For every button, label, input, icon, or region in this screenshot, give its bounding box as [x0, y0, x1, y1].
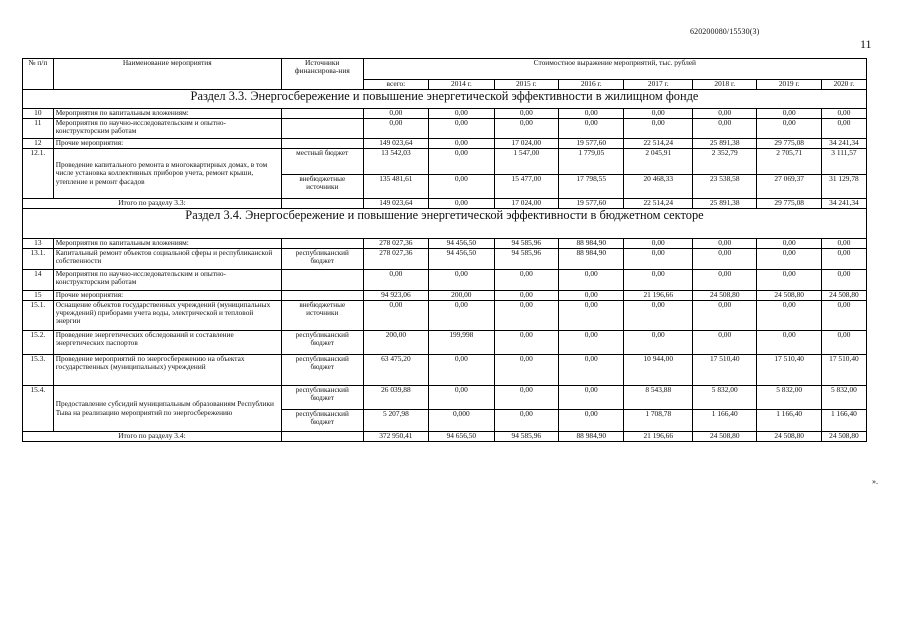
value-cell: 88 984,90: [559, 239, 624, 249]
value-cell: 0,00: [559, 109, 624, 119]
year-header: всего:: [363, 80, 428, 90]
table-row: [23, 386, 867, 410]
row-name: Прочие мероприятия:: [53, 291, 281, 301]
value-cell: 1 166,40: [757, 410, 821, 432]
row-source: [281, 239, 363, 249]
value-cell: 17 510,40: [757, 355, 821, 386]
row-name: Проведение мероприятий по энергосбережению на объектах государственных (муниципальных) учреждений: [53, 355, 281, 386]
value-cell: 0,00: [624, 270, 693, 291]
value-cell: 0,00: [429, 386, 494, 410]
section-3-4-title: Раздел 3.4. Энергосбережение и повышение энергетической эффективности в бюджетном секторе: [23, 209, 867, 239]
value-cell: 24 508,80: [821, 432, 866, 442]
value-cell: 88 984,90: [559, 432, 624, 442]
value-cell: 19 577,60: [559, 139, 624, 149]
year-header: 2020 г.: [821, 80, 866, 90]
value-cell: 0,00: [757, 109, 821, 119]
value-cell: 0,00: [693, 270, 757, 291]
row-name: Мероприятия по капитальным вложениям:: [53, 239, 281, 249]
value-cell: 94 585,96: [494, 432, 558, 442]
value-cell: 26 039,88: [363, 386, 428, 410]
value-cell: 0,00: [624, 119, 693, 139]
row-name: Мероприятия по капитальным вложениям:: [53, 109, 281, 119]
value-cell: 17 510,40: [821, 355, 866, 386]
value-cell: 1 547,00: [494, 149, 558, 175]
value-cell: 21 196,66: [624, 432, 693, 442]
row-name: Проведение капитального ремонта в многоквартирных домах, в том числе установка коллективных приборов учета, ремонт крыши, утепление и ремонт фасадов: [53, 149, 281, 199]
table-row: [23, 301, 867, 331]
value-cell: 0,00: [494, 270, 558, 291]
year-header: 2017 г.: [624, 80, 693, 90]
value-cell: 0,00: [693, 109, 757, 119]
table-row: [23, 139, 867, 149]
document-id: 620200080/15530(3): [690, 27, 760, 36]
row-source: [281, 139, 363, 149]
value-cell: 0,00: [821, 249, 866, 270]
value-cell: 0,00: [757, 331, 821, 355]
value-cell: 94 456,50: [429, 249, 494, 270]
value-cell: 1 166,40: [693, 410, 757, 432]
value-cell: 1 166,40: [821, 410, 866, 432]
value-cell: 0,00: [693, 119, 757, 139]
value-cell: 17 024,00: [494, 139, 558, 149]
row-number: 15.4.: [23, 386, 54, 432]
row-name: Проведение энергетических обследований и составление энергетических паспортов: [53, 331, 281, 355]
row-number: 15.1.: [23, 301, 54, 331]
value-cell: 94 585,96: [494, 249, 558, 270]
table-row: [23, 291, 867, 301]
row-number: 15.2.: [23, 331, 54, 355]
value-cell: 0,00: [494, 386, 558, 410]
value-cell: 0,00: [494, 109, 558, 119]
value-cell: 17 510,40: [693, 355, 757, 386]
value-cell: 0,00: [821, 331, 866, 355]
value-cell: 2 352,79: [693, 149, 757, 175]
row-number: 14: [23, 270, 54, 291]
value-cell: 0,00: [429, 301, 494, 331]
value-cell: 0,00: [624, 239, 693, 249]
table-row: [23, 119, 867, 139]
value-cell: 29 775,08: [757, 139, 821, 149]
value-cell: 19 577,60: [559, 199, 624, 209]
value-cell: 1 779,05: [559, 149, 624, 175]
section-total-label: Итого по разделу 3.4:: [23, 432, 282, 442]
value-cell: 0,00: [494, 410, 558, 432]
row-number: 15: [23, 291, 54, 301]
value-cell: 0,00: [559, 410, 624, 432]
value-cell: 88 984,90: [559, 249, 624, 270]
header-row: [23, 59, 867, 80]
value-cell: 0,00: [624, 109, 693, 119]
value-cell: 0,00: [429, 119, 494, 139]
value-cell: 24 508,80: [757, 432, 821, 442]
row-number: 15.3.: [23, 355, 54, 386]
value-cell: 0,00: [821, 301, 866, 331]
row-source: внебюджетные источники: [281, 175, 363, 199]
value-cell: 2 045,91: [624, 149, 693, 175]
value-cell: 0,00: [363, 301, 428, 331]
table-row: [23, 239, 867, 249]
value-cell: 94 585,96: [494, 239, 558, 249]
value-cell: 0,00: [494, 291, 558, 301]
year-header: 2018 г.: [693, 80, 757, 90]
row-source: республиканский бюджет: [281, 386, 363, 410]
value-cell: 24 508,80: [821, 291, 866, 301]
value-cell: 0,00: [494, 331, 558, 355]
value-cell: 0,00: [559, 355, 624, 386]
value-cell: 2 705,71: [757, 149, 821, 175]
value-cell: 0,00: [821, 239, 866, 249]
page-number: 11: [860, 37, 872, 51]
value-cell: 0,00: [821, 119, 866, 139]
value-cell: 0,00: [559, 119, 624, 139]
row-source: внебюджетные источники: [281, 301, 363, 331]
section-3-3-title: Раздел 3.3. Энергосбережение и повышение энергетической эффективности в жилищном фонде: [23, 90, 867, 109]
value-cell: 13 542,03: [363, 149, 428, 175]
row-source: [281, 109, 363, 119]
value-cell: 0,00: [363, 109, 428, 119]
section-total-label: Итого по разделу 3.3:: [23, 199, 282, 209]
col-source-header: Источники финансирова-ния: [281, 59, 363, 90]
value-cell: 31 129,78: [821, 175, 866, 199]
value-cell: 0,00: [363, 119, 428, 139]
value-cell: 0,00: [559, 331, 624, 355]
row-name: Капитальный ремонт объектов социальной сферы и республиканской собственности: [53, 249, 281, 270]
value-cell: 278 027,36: [363, 249, 428, 270]
value-cell: 15 477,00: [494, 175, 558, 199]
row-number: 13: [23, 239, 54, 249]
row-number: 12.1.: [23, 149, 54, 199]
value-cell: 94 456,50: [429, 239, 494, 249]
value-cell: 0,00: [429, 149, 494, 175]
value-cell: 17 798,55: [559, 175, 624, 199]
row-source: [281, 270, 363, 291]
value-cell: 372 950,41: [363, 432, 428, 442]
table-row: [23, 209, 867, 239]
row-number: 12: [23, 139, 54, 149]
row-name: Прочие мероприятия:: [53, 139, 281, 149]
value-cell: 0,00: [693, 239, 757, 249]
row-number: 10: [23, 109, 54, 119]
value-cell: 0,00: [429, 175, 494, 199]
value-cell: 25 891,38: [693, 199, 757, 209]
value-cell: 3 111,57: [821, 149, 866, 175]
table-row: [23, 199, 867, 209]
value-cell: 149 023,64: [363, 139, 428, 149]
value-cell: 0,00: [693, 249, 757, 270]
row-source: [281, 119, 363, 139]
value-cell: 0,00: [494, 355, 558, 386]
value-cell: 0,00: [624, 331, 693, 355]
row-name: Мероприятия по научно-исследовательским и опытно-конструкторским работам: [53, 270, 281, 291]
row-name: Мероприятия по научно-исследовательским и опытно-конструкторским работам: [53, 119, 281, 139]
table-row: [23, 109, 867, 119]
value-cell: 10 944,00: [624, 355, 693, 386]
value-cell: 0,00: [494, 119, 558, 139]
value-cell: 0,00: [624, 301, 693, 331]
value-cell: 0,00: [429, 199, 494, 209]
col-name-header: Наименование мероприятия: [53, 59, 281, 90]
value-cell: 8 543,88: [624, 386, 693, 410]
value-cell: 27 069,37: [757, 175, 821, 199]
value-cell: 20 468,33: [624, 175, 693, 199]
value-cell: 34 241,34: [821, 199, 866, 209]
value-cell: 0,00: [559, 301, 624, 331]
value-cell: 0,00: [693, 301, 757, 331]
row-number: 11: [23, 119, 54, 139]
value-cell: 22 514,24: [624, 199, 693, 209]
value-cell: 200,00: [429, 291, 494, 301]
closing-quote-mark: ».: [872, 477, 878, 486]
value-cell: 0,00: [429, 355, 494, 386]
value-cell: 5 832,00: [757, 386, 821, 410]
table-row: [23, 331, 867, 355]
row-number: 13.1.: [23, 249, 54, 270]
row-source: республиканский бюджет: [281, 331, 363, 355]
value-cell: 0,00: [757, 301, 821, 331]
row-name: Оснащение объектов государственных учреждений (муниципальных учреждений) приборами учета воды, электрической и тепловой энергии: [53, 301, 281, 331]
value-cell: 200,00: [363, 331, 428, 355]
year-header: 2016 г.: [559, 80, 624, 90]
value-cell: 0,00: [559, 386, 624, 410]
table-row: [23, 355, 867, 386]
year-header: 2014 г.: [429, 80, 494, 90]
value-cell: 5 207,98: [363, 410, 428, 432]
value-cell: 94 923,06: [363, 291, 428, 301]
value-cell: 0,00: [757, 270, 821, 291]
value-cell: 0,00: [821, 270, 866, 291]
value-cell: 23 538,58: [693, 175, 757, 199]
row-source: [281, 291, 363, 301]
col-cost-header: Стоимостное выражение мероприятий, тыс. рублей: [363, 59, 866, 80]
value-cell: 0,00: [429, 270, 494, 291]
value-cell: 0,00: [363, 270, 428, 291]
year-header: 2015 г.: [494, 80, 558, 90]
table-row: [23, 432, 867, 442]
measures-table: [22, 58, 867, 442]
table-row: [23, 249, 867, 270]
value-cell: 5 832,00: [821, 386, 866, 410]
value-cell: 0,00: [757, 119, 821, 139]
value-cell: 199,998: [429, 331, 494, 355]
value-cell: 22 514,24: [624, 139, 693, 149]
value-cell: 0,00: [429, 109, 494, 119]
value-cell: 0,00: [757, 249, 821, 270]
value-cell: 25 891,38: [693, 139, 757, 149]
value-cell: 278 027,36: [363, 239, 428, 249]
value-cell: 0,00: [429, 139, 494, 149]
value-cell: 0,00: [821, 109, 866, 119]
value-cell: 0,00: [559, 291, 624, 301]
table-row: [23, 270, 867, 291]
value-cell: 0,000: [429, 410, 494, 432]
value-cell: 24 508,80: [757, 291, 821, 301]
value-cell: 0,00: [624, 249, 693, 270]
row-source: местный бюджет: [281, 149, 363, 175]
col-num-header: № п/п: [23, 59, 54, 90]
value-cell: 17 024,00: [494, 199, 558, 209]
value-cell: 29 775,08: [757, 199, 821, 209]
row-source: республиканский бюджет: [281, 249, 363, 270]
value-cell: 149 023,64: [363, 199, 428, 209]
value-cell: 5 832,00: [693, 386, 757, 410]
value-cell: 63 475,20: [363, 355, 428, 386]
value-cell: 34 241,34: [821, 139, 866, 149]
value-cell: 21 196,66: [624, 291, 693, 301]
row-source: республиканский бюджет: [281, 410, 363, 432]
table-row: [23, 149, 867, 175]
row-name: Предоставление субсидий муниципальным образованиям Республики Тыва на реализацию мероприятий по энергосбережению: [53, 386, 281, 432]
value-cell: 0,00: [559, 270, 624, 291]
value-cell: 0,00: [494, 301, 558, 331]
year-header: 2019 г.: [757, 80, 821, 90]
value-cell: 24 508,80: [693, 432, 757, 442]
row-source: республиканский бюджет: [281, 355, 363, 386]
empty-cell: [281, 199, 363, 209]
value-cell: 135 481,61: [363, 175, 428, 199]
value-cell: 1 708,78: [624, 410, 693, 432]
empty-cell: [281, 432, 363, 442]
value-cell: 24 508,80: [693, 291, 757, 301]
value-cell: 0,00: [757, 239, 821, 249]
value-cell: 0,00: [693, 331, 757, 355]
value-cell: 94 656,50: [429, 432, 494, 442]
